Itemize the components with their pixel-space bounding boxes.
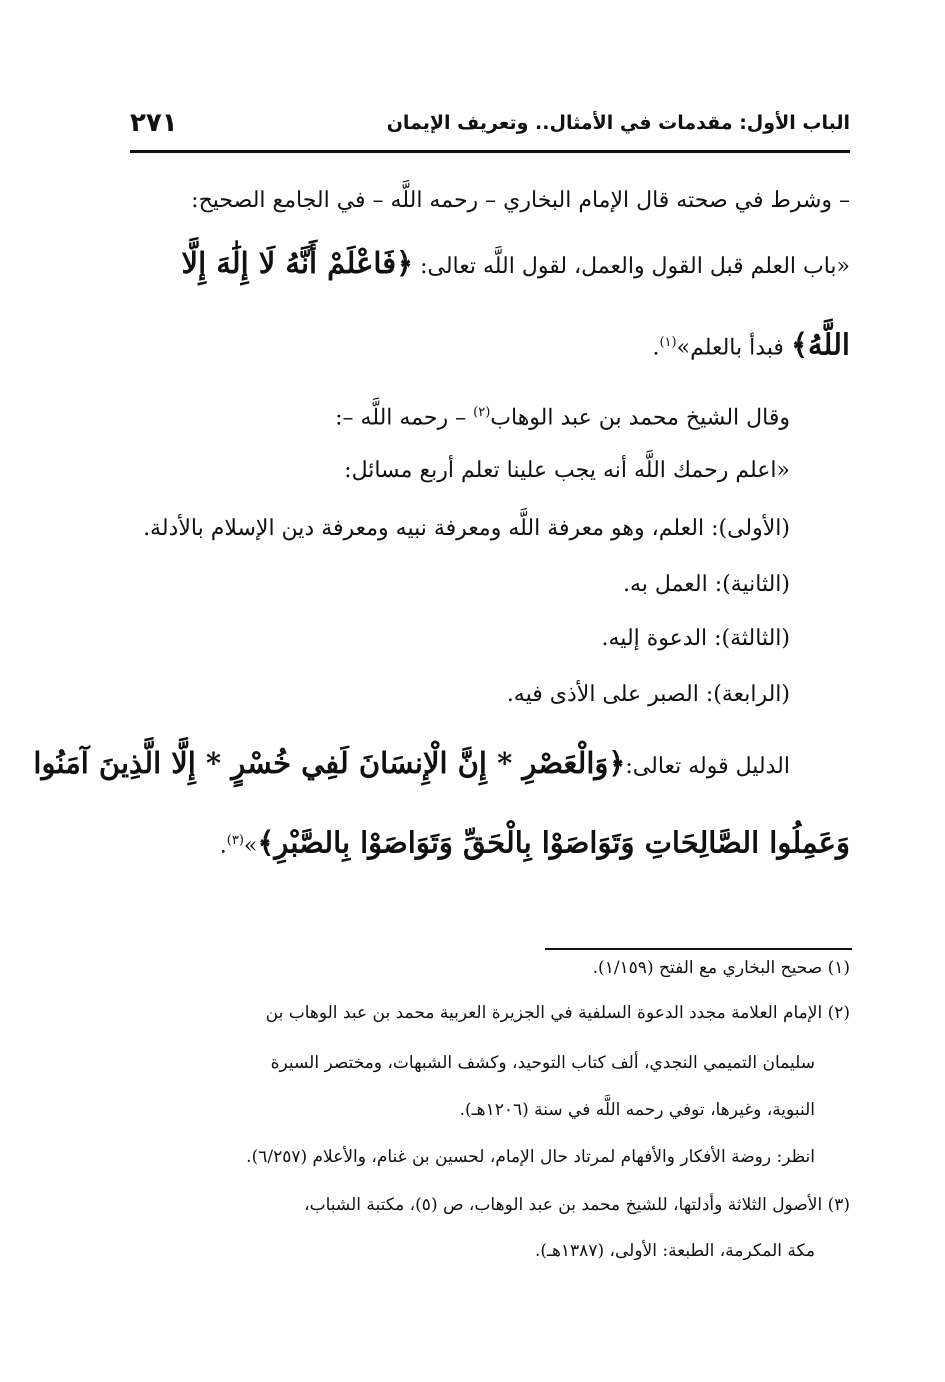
footnote-2-line-4: انظر: روضة الأفكار والأفهام لمرتاد حال الإمام، لحسين بن غنام، والأعلام (٦/٢٥٧). [246, 1147, 815, 1167]
body-line-9: (الرابعة): الصبر على الأذى فيه. [506, 682, 790, 707]
running-header [130, 108, 850, 146]
body-text: الدليل قوله تعالى: [625, 754, 790, 779]
body-line-2 [182, 248, 850, 282]
body-text: «باب العلم قبل القول والعمل، لقول اللَّه تعالى: [413, 254, 850, 279]
footnote-1: (١) صحيح البخاري مع الفتح (١/١٥٩). [592, 958, 850, 978]
quran-verse: ﴿فَاعْلَمْ أَنَّهُ لَا إِلَٰهَ إِلَّا [181, 246, 414, 280]
footnote-ref: (٢) [473, 405, 491, 420]
footnote-separator [545, 948, 852, 950]
body-line-10 [33, 748, 790, 782]
footnote-2-line-3: النبوية، وغيرها، توفي رحمه اللَّه في سنة (١٢٠٦هـ). [459, 1100, 815, 1120]
header-title: الباب الأول: مقدمات في الأمثال.. وتعريف الإيمان [386, 112, 850, 134]
footnote-3-line-2: مكة المكرمة، الطبعة: الأولى، (١٣٨٧هـ). [534, 1241, 815, 1261]
page-number: ٢٧١ [130, 108, 178, 138]
body-text: وقال الشيخ محمد بن عبد الوهاب [490, 405, 790, 431]
body-line-5: «اعلم رحمك اللَّه أنه يجب علينا تعلم أربع مسائل: [344, 458, 790, 483]
body-line-3: اللَّهُ﴾ فبدأ بالعلم»$^{(١)}$. [652, 327, 850, 362]
header-rule [130, 150, 850, 153]
quran-verse: وَعَمِلُوا الصَّالِحَاتِ وَتَوَاصَوْا بِالْحَقِّ وَتَوَاصَوْا بِالصَّبْرِ﴾ [257, 825, 850, 860]
body-line-6: (الأولى): العلم، وهو معرفة اللَّه ومعرفة نبيه ومعرفة دين الإسلام بالأدلة. [143, 516, 790, 541]
footnote-2-line-1: (٢) الإمام العلامة مجدد الدعوة السلفية في الجزيرة العربية محمد بن عبد الوهاب بن [265, 1003, 850, 1023]
footnote-3-line-1: (٣) الأصول الثلاثة وأدلتها، للشيخ محمد بن عبد الوهاب، ص (٥)، مكتبة الشباب، [304, 1195, 850, 1215]
body-line-11: وَعَمِلُوا الصَّالِحَاتِ وَتَوَاصَوْا بِالْحَقِّ وَتَوَاصَوْا بِالصَّبْرِ﴾»$^{(٣)}$. [219, 825, 850, 860]
body-line-1: – وشرط في صحته قال الإمام البخاري – رحمه اللَّه – في الجامع الصحيح: [191, 188, 850, 213]
quran-verse: ﴿وَالْعَصْرِ * إِنَّ الْإِنسَانَ لَفِي خُسْرٍ * إِلَّا الَّذِينَ آمَنُوا [33, 746, 626, 780]
body-text: فبدأ بالعلم» [676, 335, 791, 361]
body-line-8: (الثالثة): الدعوة إليه. [601, 626, 790, 651]
footnote-2-line-2: سليمان التميمي النجدي، ألف كتاب التوحيد، وكشف الشبهات، ومختصر السيرة [270, 1053, 815, 1073]
quran-verse: اللَّهُ﴾ [790, 327, 850, 362]
body-text: – رحمه اللَّه –: [335, 405, 474, 431]
body-line-7: (الثانية): العمل به. [623, 572, 790, 597]
body-line-4 [335, 398, 790, 433]
footnote-ref: (١) [659, 335, 677, 350]
footnote-ref: (٣) [226, 833, 244, 848]
